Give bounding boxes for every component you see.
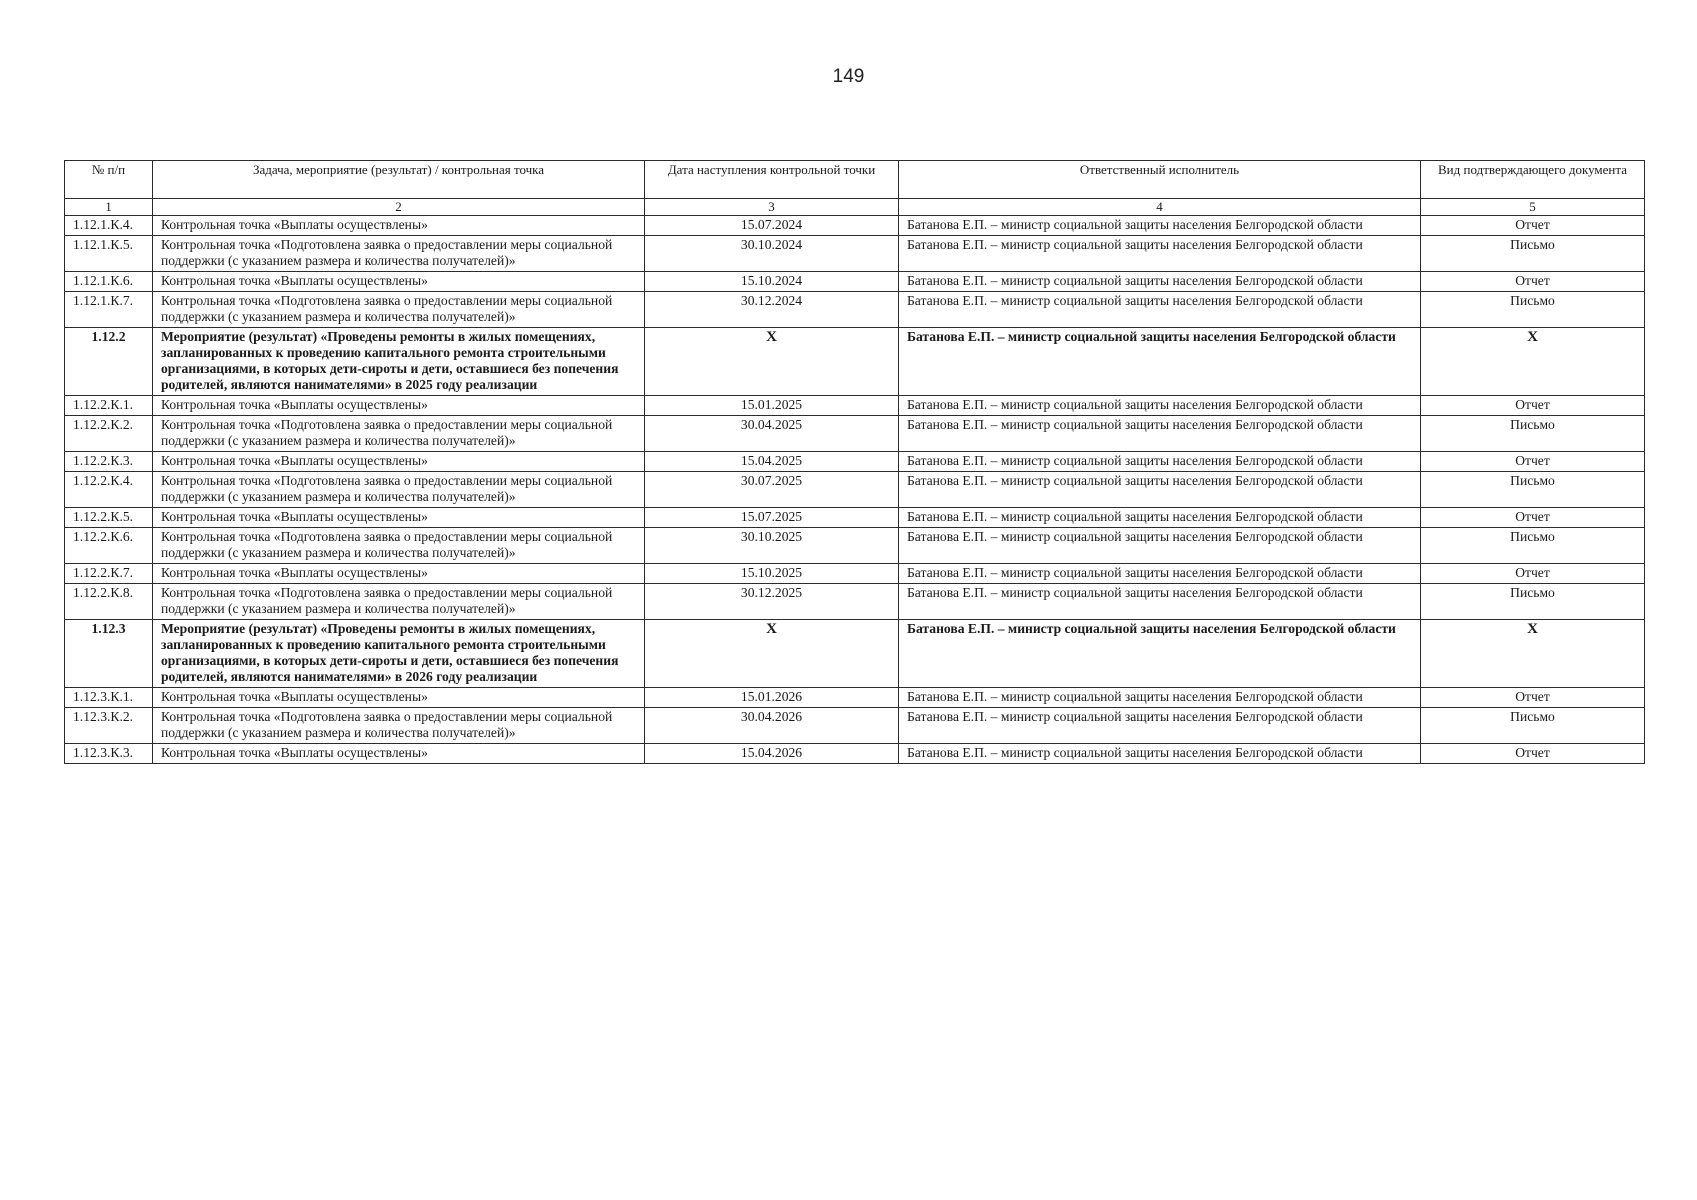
row-executor: Батанова Е.П. – министр социальной защиты населения Белгородской области xyxy=(899,584,1421,620)
row-executor: Батанова Е.П. – министр социальной защиты населения Белгородской области xyxy=(899,744,1421,764)
row-number: 1.12.2 xyxy=(65,328,153,396)
table-row xyxy=(65,216,1645,236)
table-row xyxy=(65,416,1645,452)
table-row xyxy=(65,452,1645,472)
row-document-type: Х xyxy=(1421,328,1645,396)
row-number: 1.12.2.К.1. xyxy=(65,396,153,416)
row-executor: Батанова Е.П. – министр социальной защиты населения Белгородской области xyxy=(899,328,1421,396)
row-executor: Батанова Е.П. – министр социальной защиты населения Белгородской области xyxy=(899,688,1421,708)
table-row xyxy=(65,292,1645,328)
row-document-type: Отчет xyxy=(1421,396,1645,416)
row-task: Контрольная точка «Подготовлена заявка о предоставлении меры социальной поддержки (с указанием размера и количества получателей)» xyxy=(153,708,645,744)
row-date: 30.12.2025 xyxy=(645,584,899,620)
col-number-2: 2 xyxy=(153,199,645,216)
row-task: Контрольная точка «Подготовлена заявка о предоставлении меры социальной поддержки (с указанием размера и количества получателей)» xyxy=(153,528,645,564)
table-row xyxy=(65,688,1645,708)
row-document-type: Отчет xyxy=(1421,216,1645,236)
row-task: Контрольная точка «Подготовлена заявка о предоставлении меры социальной поддержки (с указанием размера и количества получателей)» xyxy=(153,472,645,508)
row-document-type: Письмо xyxy=(1421,416,1645,452)
row-number: 1.12.3 xyxy=(65,620,153,688)
header-task: Задача, мероприятие (результат) / контрольная точка xyxy=(153,161,645,199)
row-task: Контрольная точка «Выплаты осуществлены» xyxy=(153,452,645,472)
col-number-4: 4 xyxy=(899,199,1421,216)
table-row xyxy=(65,564,1645,584)
row-number: 1.12.2.К.6. xyxy=(65,528,153,564)
col-number-5: 5 xyxy=(1421,199,1645,216)
row-task: Контрольная точка «Выплаты осуществлены» xyxy=(153,396,645,416)
event-row xyxy=(65,328,1645,396)
row-document-type: Отчет xyxy=(1421,272,1645,292)
row-task: Мероприятие (результат) «Проведены ремонты в жилых помещениях, запланированных к проведению капитального ремонта строительными организациями, в которых дети-сироты и дети, оставшиеся без попечения родителей, являются нанимателями» в 2025 году реализации xyxy=(153,328,645,396)
row-executor: Батанова Е.П. – министр социальной защиты населения Белгородской области xyxy=(899,528,1421,564)
row-number: 1.12.3.К.3. xyxy=(65,744,153,764)
row-document-type: Письмо xyxy=(1421,472,1645,508)
row-task: Контрольная точка «Подготовлена заявка о предоставлении меры социальной поддержки (с указанием размера и количества получателей)» xyxy=(153,236,645,272)
row-date: 15.07.2024 xyxy=(645,216,899,236)
row-executor: Батанова Е.П. – министр социальной защиты населения Белгородской области xyxy=(899,272,1421,292)
row-task: Контрольная точка «Выплаты осуществлены» xyxy=(153,272,645,292)
row-task: Контрольная точка «Подготовлена заявка о предоставлении меры социальной поддержки (с указанием размера и количества получателей)» xyxy=(153,584,645,620)
row-number: 1.12.3.К.1. xyxy=(65,688,153,708)
row-number: 1.12.3.К.2. xyxy=(65,708,153,744)
row-executor: Батанова Е.П. – министр социальной защиты населения Белгородской области xyxy=(899,236,1421,272)
row-date: 15.10.2024 xyxy=(645,272,899,292)
row-executor: Батанова Е.П. – министр социальной защиты населения Белгородской области xyxy=(899,396,1421,416)
row-date: 30.04.2026 xyxy=(645,708,899,744)
table-row xyxy=(65,528,1645,564)
row-date: 30.10.2024 xyxy=(645,236,899,272)
header-num: № п/п xyxy=(65,161,153,199)
row-executor: Батанова Е.П. – министр социальной защиты населения Белгородской области xyxy=(899,620,1421,688)
row-date: 30.10.2025 xyxy=(645,528,899,564)
row-document-type: Письмо xyxy=(1421,292,1645,328)
row-date: Х xyxy=(645,328,899,396)
row-number: 1.12.2.К.3. xyxy=(65,452,153,472)
table-row xyxy=(65,744,1645,764)
row-executor: Батанова Е.П. – министр социальной защиты населения Белгородской области xyxy=(899,292,1421,328)
header-document: Вид подтверждающего документа xyxy=(1421,161,1645,199)
table-header-row xyxy=(65,161,1645,199)
row-date: 15.07.2025 xyxy=(645,508,899,528)
row-document-type: Отчет xyxy=(1421,508,1645,528)
control-points-table xyxy=(64,160,1645,764)
page-number: 149 xyxy=(832,66,865,87)
row-number: 1.12.2.К.2. xyxy=(65,416,153,452)
row-task: Контрольная точка «Выплаты осуществлены» xyxy=(153,744,645,764)
table-row xyxy=(65,508,1645,528)
row-number: 1.12.1.К.4. xyxy=(65,216,153,236)
row-number: 1.12.1.К.5. xyxy=(65,236,153,272)
row-document-type: Отчет xyxy=(1421,744,1645,764)
table-row xyxy=(65,272,1645,292)
row-document-type: Отчет xyxy=(1421,564,1645,584)
row-document-type: Письмо xyxy=(1421,584,1645,620)
row-document-type: Письмо xyxy=(1421,528,1645,564)
row-number: 1.12.2.К.4. xyxy=(65,472,153,508)
row-task: Контрольная точка «Выплаты осуществлены» xyxy=(153,688,645,708)
row-executor: Батанова Е.П. – министр социальной защиты населения Белгородской области xyxy=(899,452,1421,472)
col-number-3: 3 xyxy=(645,199,899,216)
row-document-type: Письмо xyxy=(1421,708,1645,744)
column-number-row xyxy=(65,199,1645,216)
table-row xyxy=(65,472,1645,508)
row-number: 1.12.2.К.5. xyxy=(65,508,153,528)
row-number: 1.12.2.К.8. xyxy=(65,584,153,620)
row-date: 15.01.2025 xyxy=(645,396,899,416)
row-task: Контрольная точка «Выплаты осуществлены» xyxy=(153,508,645,528)
row-number: 1.12.2.К.7. xyxy=(65,564,153,584)
row-date: Х xyxy=(645,620,899,688)
header-date: Дата наступления контрольной точки xyxy=(645,161,899,199)
row-task: Контрольная точка «Подготовлена заявка о предоставлении меры социальной поддержки (с указанием размера и количества получателей)» xyxy=(153,416,645,452)
row-number: 1.12.1.К.7. xyxy=(65,292,153,328)
row-executor: Батанова Е.П. – министр социальной защиты населения Белгородской области xyxy=(899,216,1421,236)
row-date: 30.04.2025 xyxy=(645,416,899,452)
row-document-type: Х xyxy=(1421,620,1645,688)
row-executor: Батанова Е.П. – министр социальной защиты населения Белгородской области xyxy=(899,564,1421,584)
row-document-type: Отчет xyxy=(1421,688,1645,708)
row-executor: Батанова Е.П. – министр социальной защиты населения Белгородской области xyxy=(899,472,1421,508)
table-row xyxy=(65,396,1645,416)
row-task: Контрольная точка «Подготовлена заявка о предоставлении меры социальной поддержки (с указанием размера и количества получателей)» xyxy=(153,292,645,328)
row-number: 1.12.1.К.6. xyxy=(65,272,153,292)
row-date: 15.10.2025 xyxy=(645,564,899,584)
row-executor: Батанова Е.П. – министр социальной защиты населения Белгородской области xyxy=(899,416,1421,452)
row-task: Мероприятие (результат) «Проведены ремонты в жилых помещениях, запланированных к проведению капитального ремонта строительными организациями, в которых дети-сироты и дети, оставшиеся без попечения родителей, являются нанимателями» в 2026 году реализации xyxy=(153,620,645,688)
row-executor: Батанова Е.П. – министр социальной защиты населения Белгородской области xyxy=(899,508,1421,528)
row-date: 30.07.2025 xyxy=(645,472,899,508)
table-row xyxy=(65,584,1645,620)
row-document-type: Письмо xyxy=(1421,236,1645,272)
row-date: 15.04.2025 xyxy=(645,452,899,472)
event-row xyxy=(65,620,1645,688)
row-task: Контрольная точка «Выплаты осуществлены» xyxy=(153,564,645,584)
row-date: 15.01.2026 xyxy=(645,688,899,708)
row-executor: Батанова Е.П. – министр социальной защиты населения Белгородской области xyxy=(899,708,1421,744)
row-date: 30.12.2024 xyxy=(645,292,899,328)
header-executor: Ответственный исполнитель xyxy=(899,161,1421,199)
row-task: Контрольная точка «Выплаты осуществлены» xyxy=(153,216,645,236)
row-date: 15.04.2026 xyxy=(645,744,899,764)
col-number-1: 1 xyxy=(65,199,153,216)
row-document-type: Отчет xyxy=(1421,452,1645,472)
table-row xyxy=(65,236,1645,272)
table-row xyxy=(65,708,1645,744)
